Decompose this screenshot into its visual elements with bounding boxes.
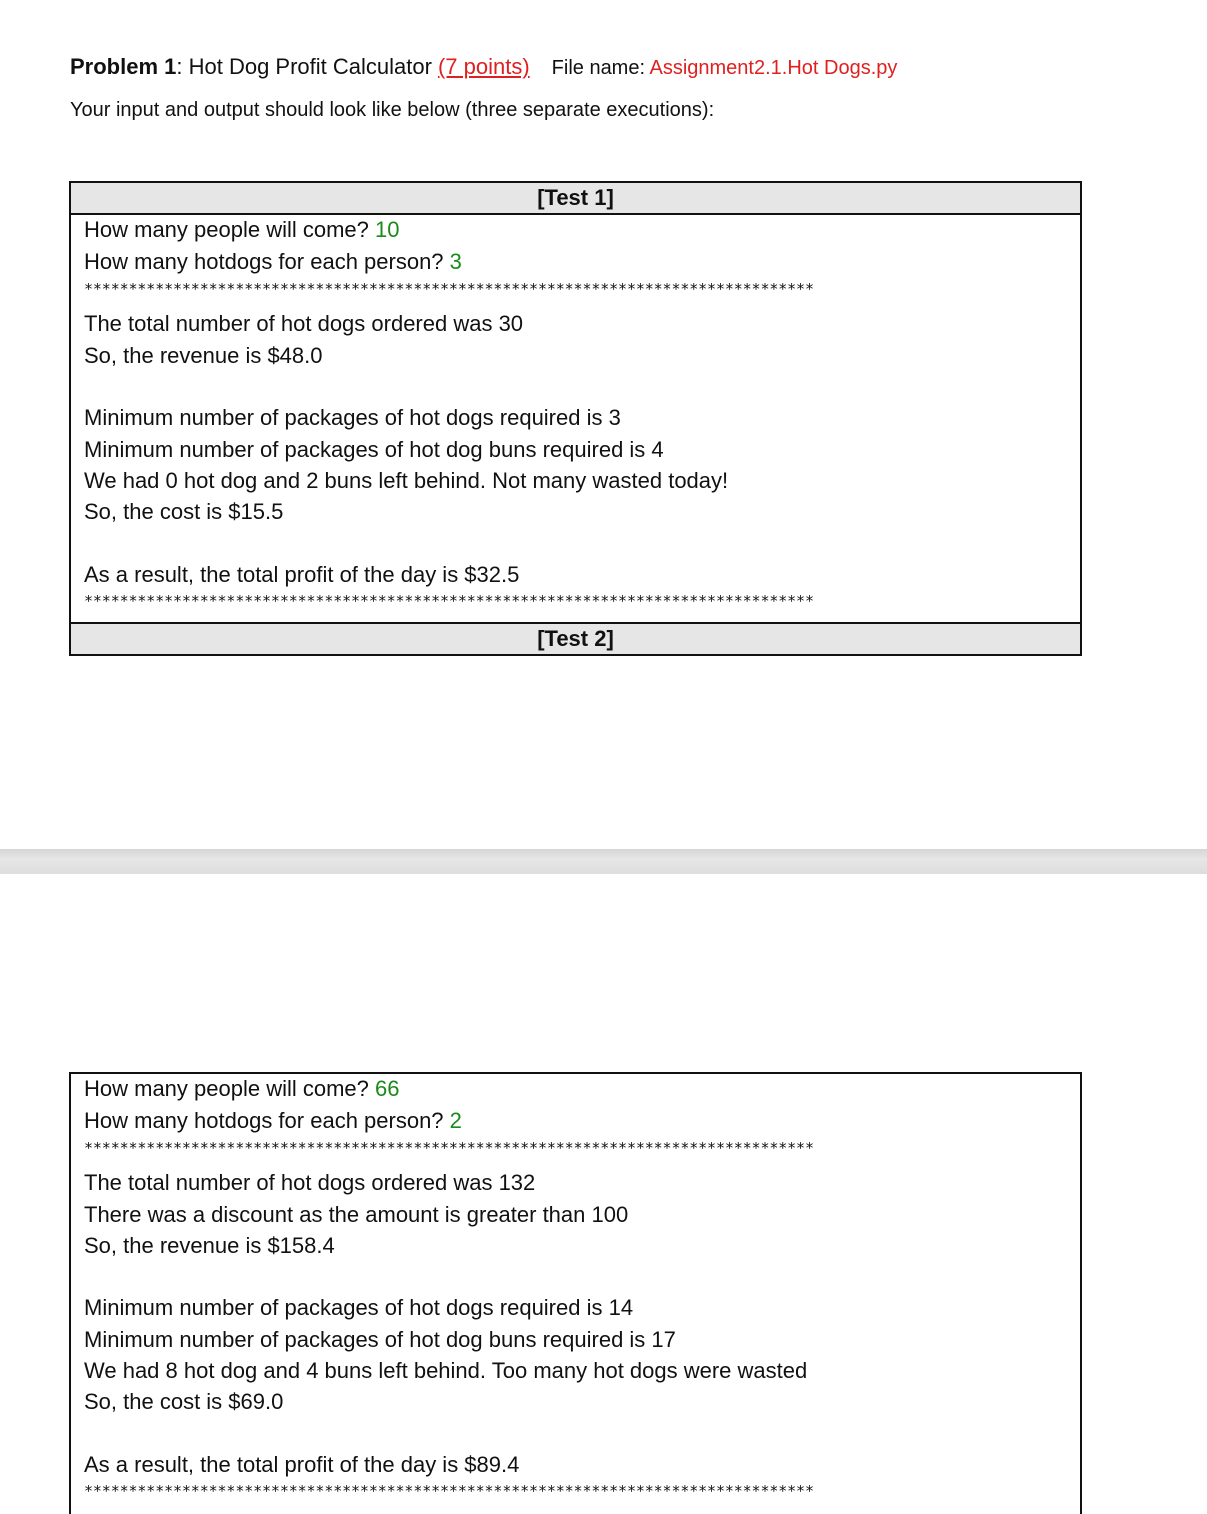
revenue-line: So, the revenue is $48.0 [84,343,323,368]
people-prompt: How many people will come? [84,1076,376,1101]
separator-line: ********************************************************************************** [84,1139,814,1157]
people-prompt: How many people will come? [84,217,376,242]
test2-people-line [84,1076,400,1102]
leftover-line: We had 0 hot dog and 2 buns left behind. Not many wasted today! [84,468,729,493]
hotdogs-input-value: 2 [449,1108,462,1133]
separator-line: ********************************************************************************** [84,1482,814,1500]
test2-hotdogs-line [84,1108,462,1134]
hotdogs-input-value: 3 [449,249,462,274]
min-bun-packages-line: Minimum number of packages of hot dog buns required is 4 [84,437,664,462]
separator-line: ********************************************************************************** [84,592,814,610]
test1-people-line [84,217,400,243]
total-ordered-line: The total number of hot dogs ordered was 132 [84,1170,536,1195]
page-break-divider [0,849,1207,874]
test2-label: [Test 2] [71,622,1080,654]
file-name-label: File name: [551,57,650,79]
profit-line: As a result, the total profit of the day is $89.4 [84,1452,520,1477]
leftover-line: We had 8 hot dog and 4 buns left behind. Too many hot dogs were wasted [84,1358,808,1383]
problem-label: Problem 1 [70,54,177,79]
profit-line: As a result, the total profit of the day is $32.5 [84,562,520,587]
people-input-value: 66 [375,1076,400,1101]
instructions-text: Your input and output should look like below (three separate executions): [70,99,715,121]
cost-line: So, the cost is $15.5 [84,499,284,524]
file-name: Assignment2.1.Hot Dogs.py [649,57,898,79]
min-hotdog-packages-line: Minimum number of packages of hot dogs required is 3 [84,405,621,430]
points-link[interactable]: (7 points) [437,54,530,79]
heading-colon: : [176,54,189,79]
separator-line: ********************************************************************************** [84,280,814,298]
test1-hotdogs-line [84,249,462,275]
document-page-2 [0,874,1207,1500]
cost-line: So, the cost is $69.0 [84,1389,284,1414]
problem-heading [70,54,897,80]
total-ordered-line: The total number of hot dogs ordered was 30 [84,311,524,336]
hotdogs-prompt: How many hotdogs for each person? [84,249,450,274]
test1-output-box [69,181,1082,656]
min-hotdog-packages-line: Minimum number of packages of hot dogs required is 14 [84,1295,634,1320]
problem-title: Hot Dog Profit Calculator [188,54,432,79]
revenue-line: So, the revenue is $158.4 [84,1233,335,1258]
people-input-value: 10 [375,217,400,242]
min-bun-packages-line: Minimum number of packages of hot dog buns required is 17 [84,1327,676,1352]
test1-label: [Test 1] [71,183,1080,215]
discount-line: There was a discount as the amount is greater than 100 [84,1202,629,1227]
test2-output-box [69,1072,1082,1514]
hotdogs-prompt: How many hotdogs for each person? [84,1108,450,1133]
